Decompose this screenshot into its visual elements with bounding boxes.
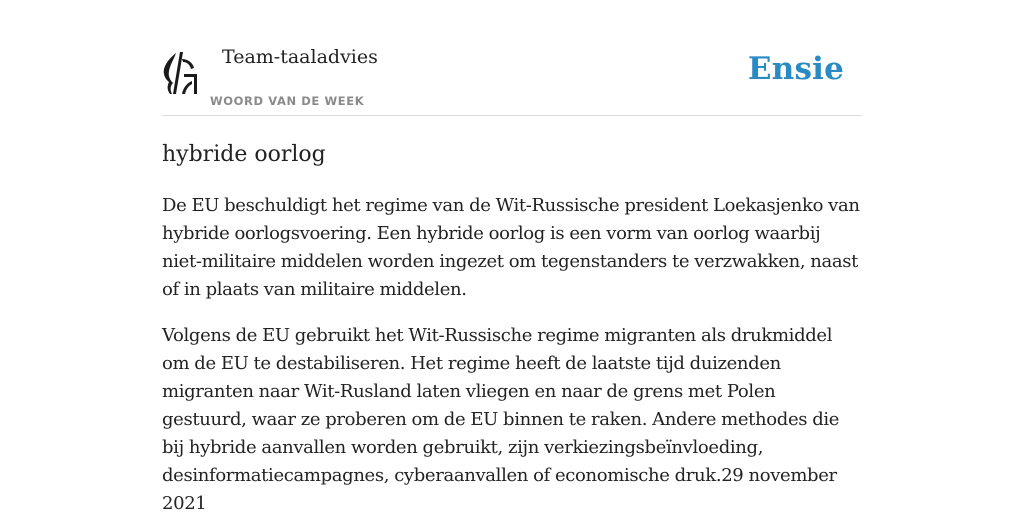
category-label: WOORD VAN DE WEEK — [210, 94, 365, 108]
article-header — [162, 40, 862, 116]
paragraph-2 — [162, 322, 862, 518]
article-card — [162, 40, 862, 518]
brand-logo[interactable]: Ensie — [747, 51, 844, 87]
author-name: Team-taaladvies — [222, 46, 378, 68]
publish-date: 29 november 2021 — [162, 465, 837, 514]
article-body — [162, 192, 862, 518]
paragraph-2-text: Volgens de EU gebruikt het Wit-Russische regime migranten als drukmiddel om de EU te destabiliseren. Het regime heeft de laatste tijd duizenden migranten naar Wit-Rusland laten vliegen en naar de grens met Polen gestuurd, waar ze proberen om de EU binnen te raken. Andere methodes die bij hybride aanvallen worden gebruikt, zijn verkiezingsbeïnvloeding, desinformatiecampagnes, cyberaanvallen of economische druk. — [162, 325, 840, 486]
flemish-lion-logo-icon — [162, 50, 198, 96]
paragraph-1: De EU beschuldigt het regime van de Wit-Russische president Loekasjenko van hybride oorlogsvoering. Een hybride oorlog is een vorm van oorlog waarbij niet-militaire middelen worden ingezet om tegenstanders te verzwakken, naast of in plaats van militaire middelen. — [162, 195, 860, 300]
article-title: hybride oorlog — [162, 142, 326, 167]
